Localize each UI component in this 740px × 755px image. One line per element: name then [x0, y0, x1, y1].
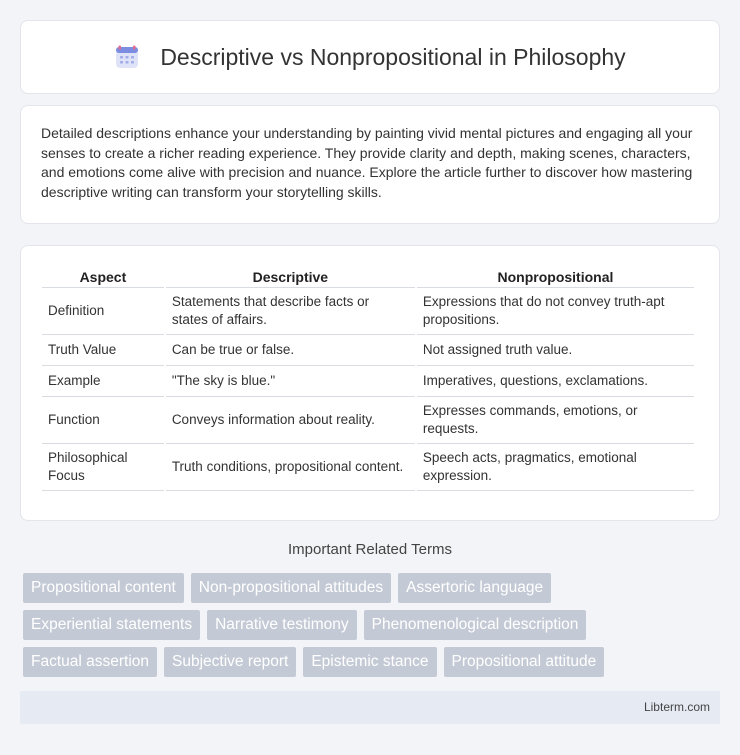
term-tag[interactable]: Propositional attitude [444, 647, 605, 677]
footer-site-link[interactable]: Libterm.com [643, 700, 710, 714]
related-terms-title: Important Related Terms [288, 541, 452, 558]
table-cell: Statements that describe facts or states of affairs. [166, 288, 415, 335]
document-list-icon [114, 44, 140, 70]
term-tag[interactable]: Non-propositional attitudes [191, 573, 391, 603]
header-card [20, 20, 720, 94]
header-aspect: Aspect [42, 266, 164, 288]
tag-row [23, 610, 723, 640]
tag-row [23, 573, 723, 603]
term-tag[interactable]: Subjective report [164, 647, 296, 677]
page-title: Descriptive vs Nonpropositional in Philosophy [160, 43, 626, 70]
footer [20, 691, 720, 724]
header-nonpropositional: Nonpropositional [417, 266, 694, 288]
table-cell: Expressions that do not convey truth-apt propositions. [417, 288, 694, 335]
term-tag[interactable]: Factual assertion [23, 647, 157, 677]
table-cell: Speech acts, pragmatics, emotional expression. [417, 444, 694, 491]
table-cell: Not assigned truth value. [417, 335, 694, 366]
related-terms-list [23, 573, 723, 684]
table-cell: Expresses commands, emotions, or requests. [417, 397, 694, 444]
term-tag[interactable]: Experiential statements [23, 610, 200, 640]
tag-row [23, 647, 723, 677]
term-tag[interactable]: Assertoric language [398, 573, 551, 603]
table-cell: Imperatives, questions, exclamations. [417, 366, 694, 397]
table-row [42, 444, 694, 491]
term-tag[interactable]: Narrative testimony [207, 610, 357, 640]
table-cell: Function [42, 397, 164, 444]
table-row [42, 335, 694, 366]
comparison-table [40, 266, 696, 491]
header-descriptive: Descriptive [166, 266, 415, 288]
table-cell: "The sky is blue." [166, 366, 415, 397]
comparison-table-card [20, 245, 720, 521]
term-tag[interactable]: Propositional content [23, 573, 184, 603]
table-row [42, 288, 694, 335]
table-cell: Truth conditions, propositional content. [166, 444, 415, 491]
table-cell: Definition [42, 288, 164, 335]
table-cell: Philosophical Focus [42, 444, 164, 491]
table-cell: Example [42, 366, 164, 397]
term-tag[interactable]: Phenomenological description [364, 610, 587, 640]
table-cell: Truth Value [42, 335, 164, 366]
intro-card [20, 105, 720, 224]
table-row [42, 366, 694, 397]
table-cell: Can be true or false. [166, 335, 415, 366]
table-header-row [42, 266, 694, 288]
term-tag[interactable]: Epistemic stance [303, 647, 436, 677]
table-row [42, 397, 694, 444]
intro-text: Detailed descriptions enhance your understanding by painting vivid mental pictures and engaging all your senses to create a richer reading experience. They provide clarity and depth, making scenes, characters, and emotions come alive with precision and nuance. Explore the article further to discover how mastering descriptive writing can transform your storytelling skills. [41, 125, 693, 200]
table-cell: Conveys information about reality. [166, 397, 415, 444]
